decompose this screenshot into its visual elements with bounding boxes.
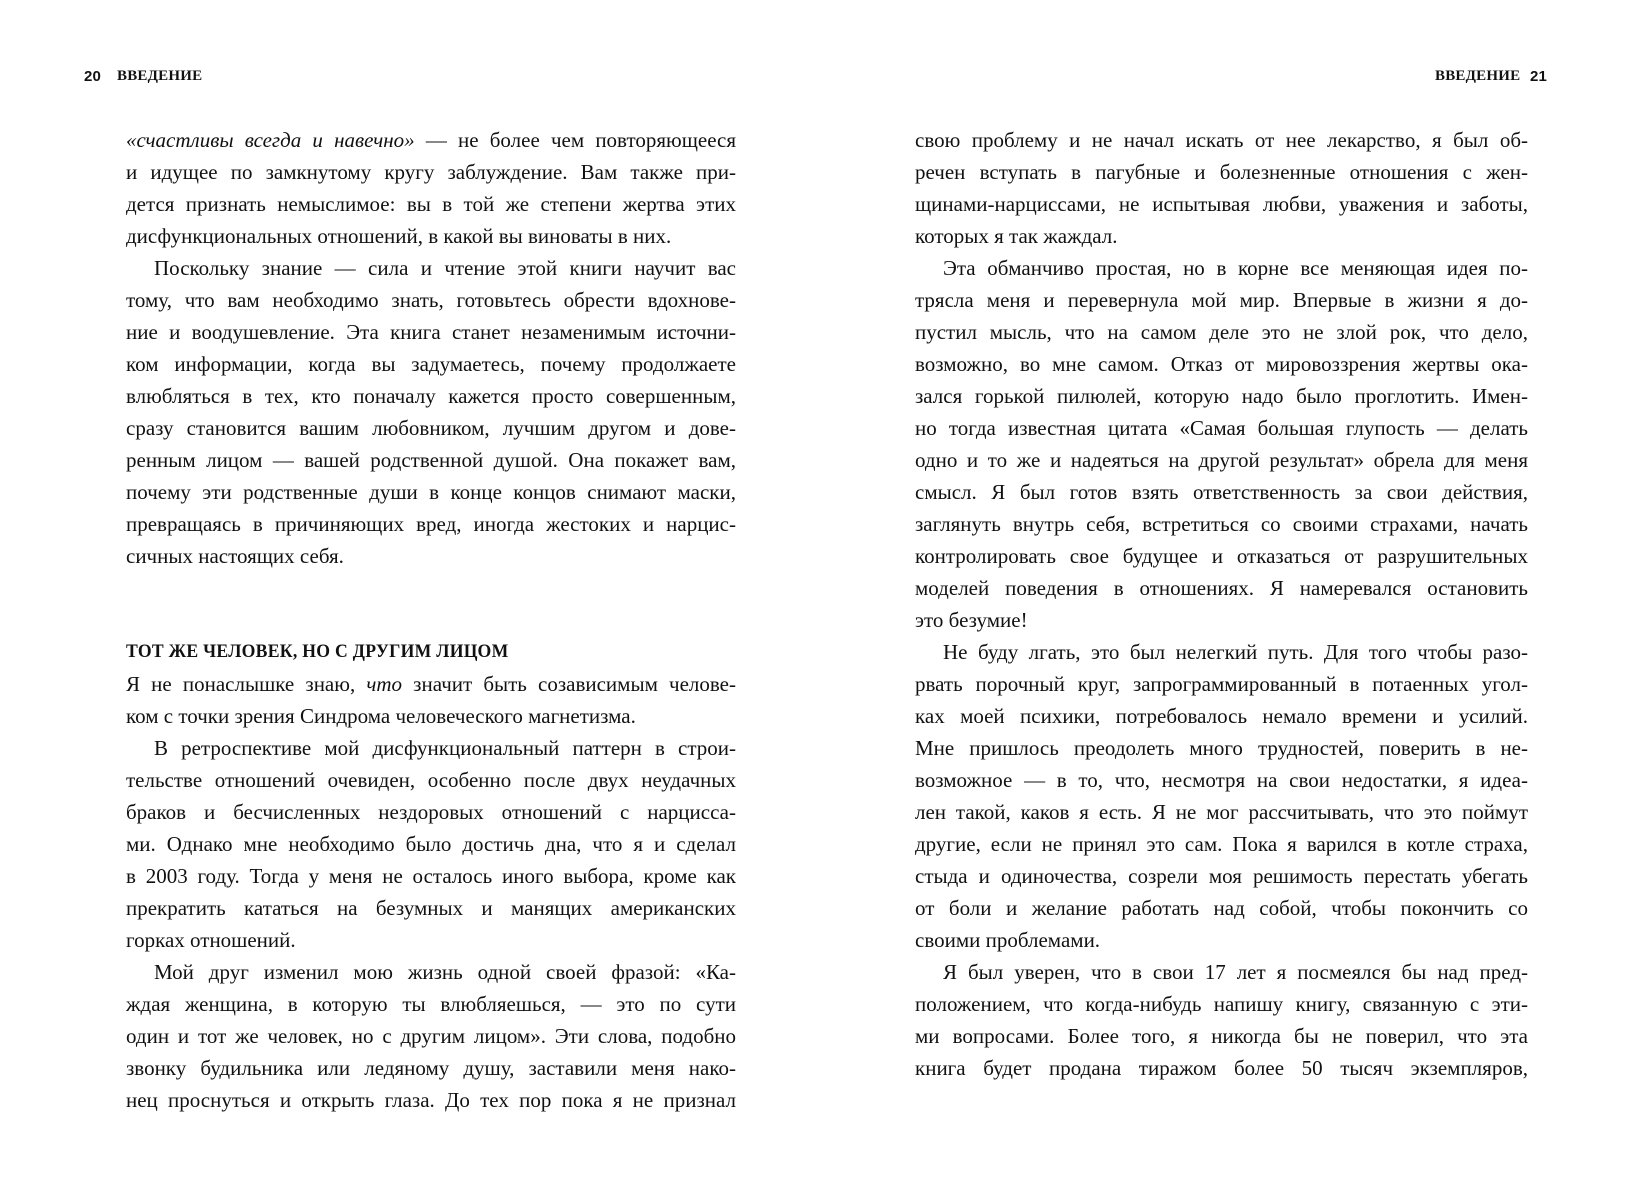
paragraph (915, 252, 1528, 636)
text-line: сразу становится вашим любовником, лучшим другом и дове- (126, 416, 736, 440)
text-column (126, 124, 736, 1116)
spacer (126, 604, 736, 636)
text-line: лен такой, каков я есть. Я не мог рассчитывать, что это поймут (915, 800, 1528, 824)
text-line: Мой друг изменил мою жизнь одной своей фразой: «Ка- (154, 960, 736, 984)
text-line: ние и воодушевление. Эта книга станет незаменимым источни- (126, 320, 736, 344)
paragraph (126, 124, 736, 252)
running-head: ВВЕДЕНИЕ (1435, 68, 1521, 84)
section-heading: ТОТ ЖЕ ЧЕЛОВЕК, НО С ДРУГИМ ЛИЦОМ (126, 641, 509, 662)
text-column (915, 124, 1528, 1084)
text-line: речен вступать в пагубные и болезненные отношения с жен- (915, 160, 1528, 184)
text-line: своими проблемами. (915, 928, 1101, 952)
text-line: нец проснуться и открыть глаза. До тех пор пока я не признал (126, 1088, 736, 1112)
paragraph (126, 732, 736, 956)
text-line: положением, что когда-нибудь напишу книгу, связанную с эти- (915, 992, 1528, 1016)
text-line: но тогда известная цитата «Самая большая глупость — делать (915, 416, 1528, 440)
text-line: Мне пришлось преодолеть много трудностей, поверить в не- (915, 736, 1528, 760)
text-line: один и тот же человек, но с другим лицом». Эти слова, подобно (126, 1024, 736, 1048)
text-line: ренным лицом — вашей родственной душой. Она покажет вам, (126, 448, 736, 472)
text-line (126, 668, 736, 700)
text-line: ми. Однако мне необходимо было достичь дна, что я и сделал (126, 832, 736, 856)
text-line: почему эти родственные души в конце концов снимают маски, (126, 480, 736, 504)
text-line: книга будет продана тиражом более 50 тысяч экземпляров, (915, 1056, 1528, 1080)
text-line: браков и бесчисленных нездоровых отношений с нарцисса- (126, 800, 736, 824)
text-line: моделей поведения в отношениях. Я намеревался остановить (915, 576, 1528, 600)
text-line: тельстве отношений очевиден, особенно после двух неудачных (126, 768, 736, 792)
text-line: ми вопросами. Более того, я никогда бы не поверил, что эта (915, 1024, 1528, 1048)
paragraph (126, 668, 736, 732)
text-line: тому, что вам необходимо знать, готовьтесь обрести вдохнове- (126, 288, 736, 312)
text-line: пустил мысль, что на самом деле это не злой рок, что дело, (915, 320, 1528, 344)
text-line: Поскольку знание — сила и чтение этой книги научит вас (154, 256, 736, 280)
text-line: горках отношений. (126, 928, 296, 952)
text-line: ках моей психики, потребовалось немало времени и усилий. (915, 704, 1528, 728)
text-line: влюбляться в тех, кто поначалу кажется просто совершенным, (126, 384, 736, 408)
text-line: зался горькой пилюлей, которую надо было проглотить. Имен- (915, 384, 1528, 408)
text-line: Эта обманчиво простая, но в корне все меняющая идея по- (943, 256, 1528, 280)
text-line: трясла меня и перевернула мой мир. Впервые в жизни я до- (915, 288, 1528, 312)
text-line: и идущее по замкнутому кругу заблуждение. Вам также при- (126, 160, 736, 184)
text-run: значит быть созависимым челове- (402, 672, 736, 696)
italic-text: что (366, 672, 403, 696)
text-line: превращаясь в причиняющих вред, иногда жестоких и нарцис- (126, 512, 736, 536)
text-line: щинами-нарциссами, не испытывая любви, уважения и заботы, (915, 192, 1528, 216)
spacer (126, 572, 736, 604)
italic-text: «счастливы всегда и навечно» (126, 128, 415, 152)
text-line: возможное — в то, что, несмотря на свои недостатки, я идеа- (915, 768, 1528, 792)
text-line: возможно, во мне самом. Отказ от мировоззрения жертвы ока- (915, 352, 1528, 376)
text-line (126, 124, 736, 156)
text-line: свою проблему и не начал искать от нее лекарство, я был об- (915, 128, 1528, 152)
text-line: рвать порочный круг, запрограммированный в потаенных угол- (915, 672, 1528, 696)
text-line: от боли и желание работать над собой, чтобы покончить со (915, 896, 1528, 920)
text-line: В ретроспективе мой дисфункциональный паттерн в строи- (154, 736, 736, 760)
text-line: стыда и одиночества, созрели моя решимость перестать убегать (915, 864, 1528, 888)
text-line: другие, если не принял это сам. Пока я варился в котле страха, (915, 832, 1528, 856)
paragraph (126, 956, 736, 1116)
text-line: дется признать немыслимое: вы в той же степени жертва этих (126, 192, 736, 216)
text-line: ком информации, когда вы задумаетесь, почему продолжаете (126, 352, 736, 376)
text-line: Я был уверен, что в свои 17 лет я посмеялся бы над пред- (943, 960, 1528, 984)
text-line: дисфункциональных отношений, в какой вы виноваты в них. (126, 224, 672, 248)
text-line: Не буду лгать, это был нелегкий путь. Для того чтобы разо- (943, 640, 1528, 664)
text-line: контролировать свое будущее и отказаться от разрушительных (915, 544, 1528, 568)
right-page (815, 0, 1630, 1181)
page-number: 20 (84, 68, 102, 85)
text-line: смысл. Я был готов взять ответственность за свои действия, (915, 480, 1528, 504)
text-line: прекратить кататься на безумных и манящих американских (126, 896, 736, 920)
text-line: ком с точки зрения Синдрома человеческого магнетизма. (126, 704, 636, 728)
paragraph (915, 124, 1528, 252)
text-line: в 2003 году. Тогда у меня не осталось иного выбора, кроме как (126, 864, 736, 888)
paragraph (126, 252, 736, 572)
text-line: сичных настоящих себя. (126, 544, 344, 568)
page-number: 21 (1530, 68, 1548, 85)
text-line: которых я так жаждал. (915, 224, 1118, 248)
text-line: заглянуть внутрь себя, встретиться со своими страхами, начать (915, 512, 1528, 536)
text-line: звонку будильника или ледяному душу, заставили меня нако- (126, 1056, 736, 1080)
text-run: Я не понаслышке знаю, (126, 672, 367, 696)
running-head: ВВЕДЕНИЕ (117, 68, 203, 84)
paragraph (915, 636, 1528, 956)
text-line: это безумие! (915, 608, 1028, 632)
text-run: — не более чем повторяющееся (414, 128, 737, 152)
paragraph (915, 956, 1528, 1084)
text-line: ждая женщина, в которую ты влюбляешься, — это по сути (126, 992, 736, 1016)
text-line: одно и то же и надеяться на другой результат» обрела для меня (915, 448, 1528, 472)
